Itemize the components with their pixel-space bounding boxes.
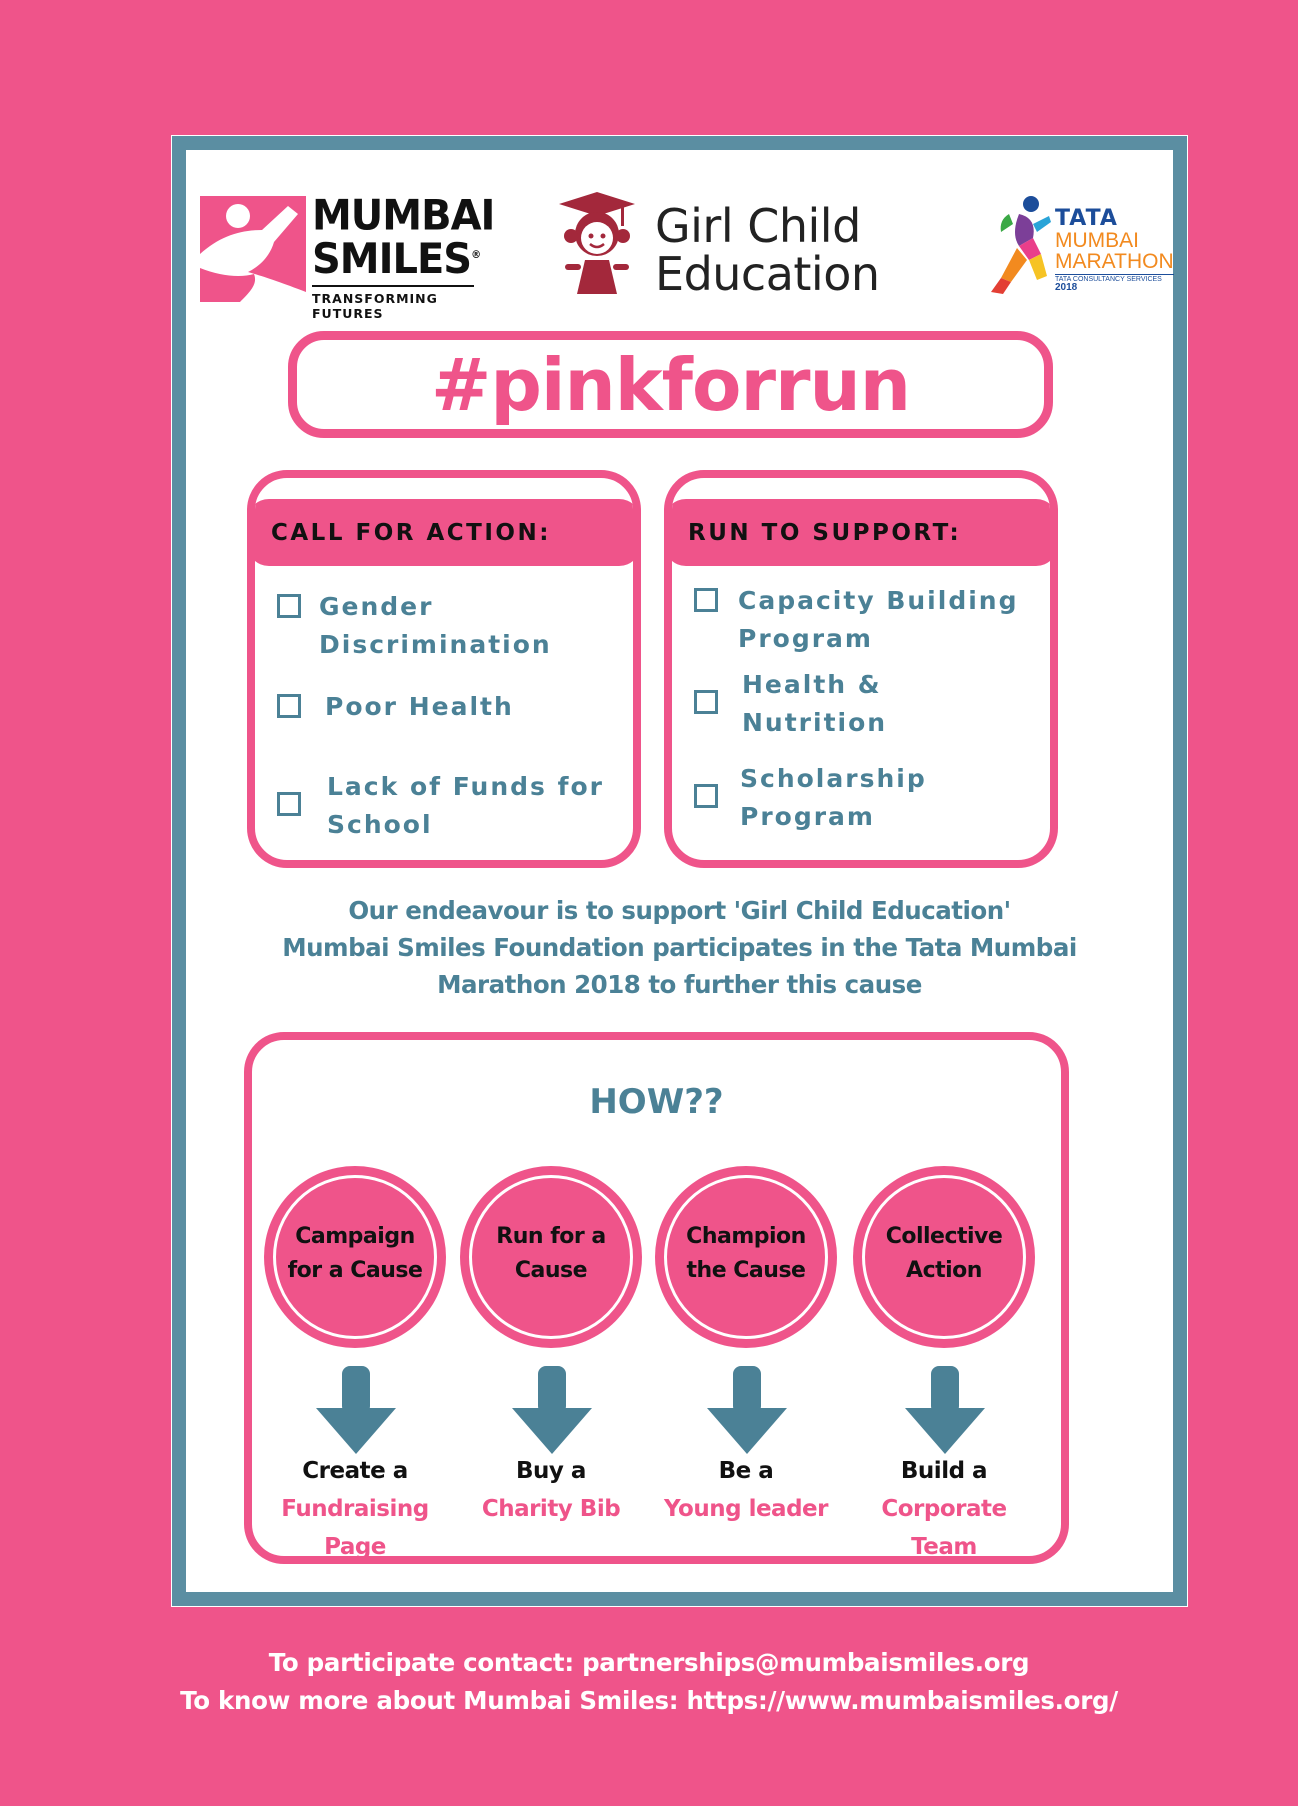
- circle-label: Run for a: [496, 1224, 606, 1249]
- mission-statement: [186, 892, 1173, 1003]
- item-label: Scholarship: [740, 764, 927, 793]
- item-label: Capacity Building: [738, 586, 1019, 615]
- gce-line2: Education: [655, 247, 880, 301]
- action-highlight: Corporate: [881, 1496, 1007, 1522]
- contact-email-line[interactable]: To participate contact: partnerships@mumbaismiles.org: [268, 1648, 1030, 1677]
- checklist-item: [694, 666, 887, 742]
- action-highlight: Young leader: [664, 1496, 828, 1522]
- checklist-item: [277, 588, 552, 664]
- mumbai-smiles-tagline: TRANSFORMING FUTURES: [312, 285, 474, 321]
- girl-child-education-logo: [551, 190, 911, 300]
- checklist-item: [694, 582, 1018, 658]
- how-title: HOW??: [589, 1082, 724, 1122]
- action-label: Create a: [302, 1458, 408, 1484]
- checklist-item: [277, 688, 514, 726]
- arrow-down-icon: [316, 1366, 396, 1454]
- item-label: Health &: [742, 670, 882, 699]
- item-label: Gender: [319, 592, 434, 621]
- item-label: Lack of Funds for: [327, 772, 604, 801]
- circle-label: Campaign: [295, 1224, 415, 1249]
- circle-label: Collective: [885, 1224, 1003, 1249]
- tmm-year: 2018: [1055, 282, 1078, 293]
- mumbai-smiles-figure-icon: [200, 196, 306, 302]
- action-label: Build a: [900, 1458, 988, 1484]
- checklist-item: [277, 768, 604, 844]
- circle-label: the Cause: [686, 1258, 806, 1283]
- run-to-support-header: [664, 499, 1058, 566]
- mumbai-smiles-logo: [200, 191, 495, 322]
- circle-label: Cause: [514, 1258, 588, 1283]
- item-label: Discrimination: [319, 630, 552, 659]
- contact-footer: [0, 1644, 1298, 1720]
- runner-icon: [989, 194, 1055, 298]
- action-highlight: Charity Bib: [481, 1496, 621, 1522]
- checkbox[interactable]: [277, 694, 301, 718]
- tata-mumbai-marathon-logo: [989, 194, 1189, 304]
- arrow-down-icon: [707, 1366, 787, 1454]
- graduate-girl-icon: [551, 190, 641, 300]
- how-section: [244, 1032, 1069, 1564]
- action-highlight: Team: [911, 1534, 977, 1560]
- checkbox[interactable]: [694, 690, 718, 714]
- step-circle: [264, 1166, 446, 1348]
- step-circle: [655, 1166, 837, 1348]
- statement-line: Mumbai Smiles Foundation participates in the Tata Mumbai: [282, 933, 1077, 962]
- poster-body: [186, 150, 1173, 1592]
- hashtag-banner: [288, 331, 1053, 438]
- checkbox[interactable]: [277, 594, 301, 618]
- circle-label: Champion: [686, 1224, 806, 1249]
- step-circle: [853, 1166, 1035, 1348]
- action-label: Buy a: [516, 1458, 586, 1484]
- mumbai-smiles-line1: MUMBAI: [312, 191, 495, 241]
- item-label: Nutrition: [742, 708, 888, 737]
- hashtag-text: #pinkforrun: [430, 342, 910, 427]
- step-circle: [460, 1166, 642, 1348]
- item-label: Program: [738, 624, 873, 653]
- gce-line1: Girl Child: [655, 199, 861, 253]
- run-to-support-box: [664, 470, 1058, 868]
- circle-label: for a Cause: [287, 1258, 423, 1283]
- item-label: Program: [740, 802, 875, 831]
- checkbox[interactable]: [694, 784, 718, 808]
- registered-mark: ®: [471, 249, 481, 262]
- item-label: Poor Health: [325, 692, 514, 721]
- call-for-action-title: CALL FOR ACTION:: [271, 519, 551, 546]
- tmm-line3: MARATHON: [1055, 250, 1174, 273]
- website-line[interactable]: To know more about Mumbai Smiles: https://www.mumbaismiles.org/: [180, 1686, 1118, 1715]
- checklist-item: [694, 760, 927, 836]
- tmm-line2: MUMBAI: [1055, 229, 1139, 252]
- run-to-support-title: RUN TO SUPPORT:: [688, 519, 962, 546]
- statement-line: Our endeavour is to support 'Girl Child Education': [348, 896, 1011, 925]
- poster-frame: [171, 135, 1188, 1607]
- mumbai-smiles-line2: SMILES: [312, 235, 472, 284]
- tmm-line4: TATA CONSULTANCY SERVICES: [1055, 274, 1174, 283]
- arrow-down-icon: [512, 1366, 592, 1454]
- call-for-action-header: [247, 499, 641, 566]
- tmm-line1: TATA: [1055, 206, 1118, 231]
- checkbox[interactable]: [694, 588, 718, 612]
- item-label: School: [327, 810, 433, 839]
- action-highlight: Fundraising: [281, 1496, 429, 1522]
- action-label: Be a: [718, 1458, 774, 1484]
- circle-label: Action: [906, 1258, 982, 1283]
- arrow-down-icon: [905, 1366, 985, 1454]
- call-for-action-box: [247, 470, 641, 868]
- action-highlight: Page: [324, 1534, 386, 1560]
- checkbox[interactable]: [277, 792, 301, 816]
- statement-line: Marathon 2018 to further this cause: [437, 970, 922, 999]
